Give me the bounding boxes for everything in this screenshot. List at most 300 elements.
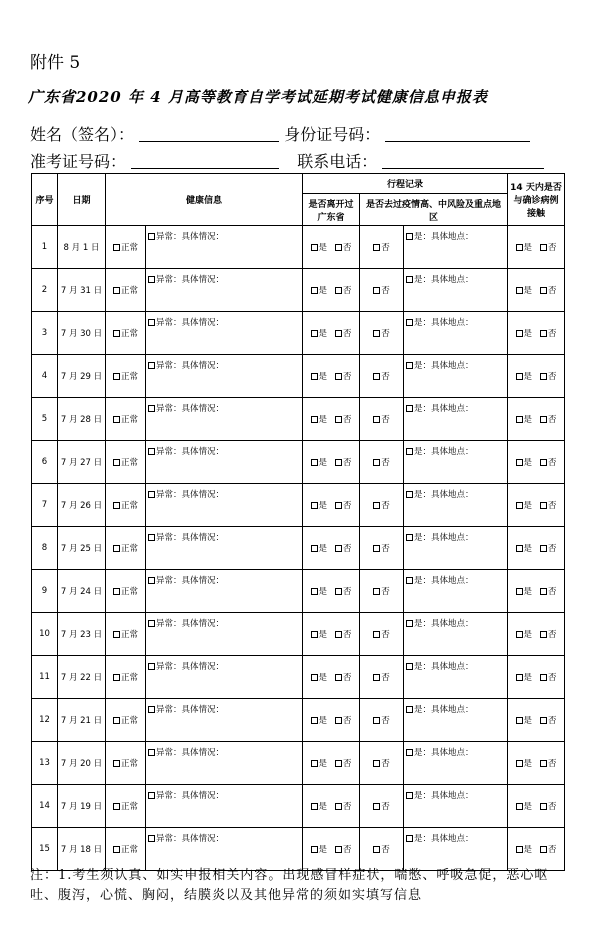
cell-left-gd[interactable]	[303, 355, 360, 398]
option-left-gd-yes: 是	[318, 458, 328, 468]
option-contact14-yes: 是	[523, 372, 533, 382]
checkbox-abnormal[interactable]	[148, 749, 155, 756]
row-seq: 3	[32, 312, 58, 355]
row-seq: 5	[32, 398, 58, 441]
option-abnormal: 异常：具体情况：	[156, 275, 225, 285]
row-date: 7 月 28 日	[58, 398, 106, 441]
option-abnormal: 异常：具体情况：	[156, 705, 225, 715]
option-left-gd-yes: 是	[318, 759, 328, 769]
table-row	[32, 226, 565, 269]
checkbox-left-gd-no[interactable]	[335, 803, 342, 810]
checkbox-abnormal[interactable]	[148, 835, 155, 842]
cell-contact14[interactable]	[508, 312, 565, 355]
cell-epidemic-place[interactable]	[404, 656, 508, 699]
option-epidemic-yes: 是：具体地点：	[414, 834, 474, 844]
table-row	[32, 312, 565, 355]
checkbox-epidemic-no[interactable]	[373, 330, 380, 337]
option-epidemic-yes: 是：具体地点：	[414, 791, 474, 801]
cell-normal[interactable]	[106, 484, 146, 527]
checkbox-left-gd-no[interactable]	[335, 330, 342, 337]
checkbox-left-gd-yes[interactable]	[311, 287, 318, 294]
row-seq: 13	[32, 742, 58, 785]
checkbox-left-gd-yes[interactable]	[311, 459, 318, 466]
checkbox-contact14-no[interactable]	[540, 803, 547, 810]
option-epidemic-no: 否	[381, 630, 390, 640]
option-left-gd-no: 否	[343, 802, 352, 812]
checkbox-contact14-no[interactable]	[540, 631, 547, 638]
option-normal: 正常	[120, 802, 138, 812]
cell-left-gd[interactable]	[303, 527, 360, 570]
option-left-gd-yes: 是	[318, 372, 328, 382]
row-date: 7 月 30 日	[58, 312, 106, 355]
row-seq: 1	[32, 226, 58, 269]
cell-normal[interactable]	[106, 312, 146, 355]
option-left-gd-no: 否	[343, 673, 352, 683]
checkbox-normal[interactable]	[113, 760, 120, 767]
checkbox-contact14-no[interactable]	[540, 846, 547, 853]
checkbox-epidemic-no[interactable]	[373, 545, 380, 552]
row-seq: 8	[32, 527, 58, 570]
cell-contact14[interactable]	[508, 398, 565, 441]
cell-normal[interactable]	[106, 441, 146, 484]
option-contact14-yes: 是	[523, 415, 533, 425]
cell-abnormal[interactable]	[146, 785, 303, 828]
cell-epidemic-no[interactable]	[360, 398, 404, 441]
checkbox-normal[interactable]	[113, 717, 120, 724]
cell-epidemic-place[interactable]	[404, 785, 508, 828]
checkbox-contact14-no[interactable]	[540, 502, 547, 509]
option-contact14-no: 否	[548, 458, 557, 468]
option-epidemic-yes: 是：具体地点：	[414, 404, 474, 414]
checkbox-normal[interactable]	[113, 803, 120, 810]
cell-epidemic-place[interactable]	[404, 484, 508, 527]
checkbox-epidemic-yes[interactable]	[406, 534, 413, 541]
cell-normal[interactable]	[106, 226, 146, 269]
cell-contact14[interactable]	[508, 355, 565, 398]
checkbox-left-gd-yes[interactable]	[311, 846, 318, 853]
checkbox-contact14-yes[interactable]	[516, 373, 523, 380]
checkbox-epidemic-yes[interactable]	[406, 448, 413, 455]
cell-left-gd[interactable]	[303, 656, 360, 699]
cell-epidemic-no[interactable]	[360, 355, 404, 398]
option-epidemic-no: 否	[381, 759, 390, 769]
checkbox-epidemic-yes[interactable]	[406, 706, 413, 713]
option-epidemic-no: 否	[381, 286, 390, 296]
option-epidemic-no: 否	[381, 415, 390, 425]
option-epidemic-yes: 是：具体地点：	[414, 748, 474, 758]
cell-abnormal[interactable]	[146, 355, 303, 398]
checkbox-contact14-yes[interactable]	[516, 287, 523, 294]
cell-left-gd[interactable]	[303, 570, 360, 613]
cell-normal[interactable]	[106, 398, 146, 441]
checkbox-abnormal[interactable]	[148, 663, 155, 670]
checkbox-left-gd-yes[interactable]	[311, 416, 318, 423]
cell-left-gd[interactable]	[303, 613, 360, 656]
checkbox-left-gd-no[interactable]	[335, 287, 342, 294]
checkbox-abnormal[interactable]	[148, 319, 155, 326]
checkbox-abnormal[interactable]	[148, 620, 155, 627]
checkbox-contact14-yes[interactable]	[516, 588, 523, 595]
checkbox-left-gd-yes[interactable]	[311, 760, 318, 767]
row-seq: 6	[32, 441, 58, 484]
cell-normal[interactable]	[106, 269, 146, 312]
checkbox-epidemic-no[interactable]	[373, 287, 380, 294]
checkbox-abnormal[interactable]	[148, 405, 155, 412]
cell-left-gd[interactable]	[303, 699, 360, 742]
option-abnormal: 异常：具体情况：	[156, 576, 225, 586]
checkbox-left-gd-yes[interactable]	[311, 674, 318, 681]
table-row	[32, 613, 565, 656]
option-contact14-no: 否	[548, 630, 557, 640]
cell-abnormal[interactable]	[146, 699, 303, 742]
option-epidemic-yes: 是：具体地点：	[414, 490, 474, 500]
row-seq: 10	[32, 613, 58, 656]
row-seq: 4	[32, 355, 58, 398]
option-contact14-no: 否	[548, 415, 557, 425]
checkbox-left-gd-no[interactable]	[335, 717, 342, 724]
checkbox-left-gd-no[interactable]	[335, 588, 342, 595]
checkbox-left-gd-yes[interactable]	[311, 545, 318, 552]
name-label: 姓名（签名）：	[30, 125, 135, 144]
checkbox-contact14-no[interactable]	[540, 717, 547, 724]
cell-left-gd[interactable]	[303, 785, 360, 828]
option-contact14-yes: 是	[523, 329, 533, 339]
cell-abnormal[interactable]	[146, 742, 303, 785]
cell-abnormal[interactable]	[146, 269, 303, 312]
cell-epidemic-no[interactable]	[360, 570, 404, 613]
cell-epidemic-place[interactable]	[404, 355, 508, 398]
cell-epidemic-place[interactable]	[404, 742, 508, 785]
cell-normal[interactable]	[106, 828, 146, 871]
checkbox-normal[interactable]	[113, 287, 120, 294]
checkbox-left-gd-yes[interactable]	[311, 244, 318, 251]
checkbox-left-gd-yes[interactable]	[311, 502, 318, 509]
option-epidemic-yes: 是：具体地点：	[414, 576, 474, 586]
checkbox-left-gd-no[interactable]	[335, 631, 342, 638]
checkbox-abnormal[interactable]	[148, 534, 155, 541]
option-left-gd-no: 否	[343, 415, 352, 425]
checkbox-normal[interactable]	[113, 846, 120, 853]
cell-abnormal[interactable]	[146, 398, 303, 441]
checkbox-abnormal[interactable]	[148, 706, 155, 713]
cell-epidemic-no[interactable]	[360, 484, 404, 527]
checkbox-left-gd-yes[interactable]	[311, 631, 318, 638]
checkbox-epidemic-no[interactable]	[373, 717, 380, 724]
header-seq: 序号	[32, 174, 58, 226]
cell-normal[interactable]	[106, 527, 146, 570]
option-normal: 正常	[120, 544, 138, 554]
cell-epidemic-no[interactable]	[360, 312, 404, 355]
checkbox-epidemic-yes[interactable]	[406, 792, 413, 799]
checkbox-left-gd-yes[interactable]	[311, 588, 318, 595]
checkbox-left-gd-no[interactable]	[335, 459, 342, 466]
checkbox-normal[interactable]	[113, 244, 120, 251]
option-abnormal: 异常：具体情况：	[156, 619, 225, 629]
checkbox-normal[interactable]	[113, 459, 120, 466]
cell-contact14[interactable]	[508, 742, 565, 785]
row-seq: 2	[32, 269, 58, 312]
row-date: 7 月 26 日	[58, 484, 106, 527]
cell-normal[interactable]	[106, 613, 146, 656]
option-left-gd-yes: 是	[318, 845, 328, 855]
header-date: 日期	[58, 174, 106, 226]
cell-left-gd[interactable]	[303, 828, 360, 871]
cell-left-gd[interactable]	[303, 441, 360, 484]
option-contact14-no: 否	[548, 587, 557, 597]
cell-epidemic-place[interactable]	[404, 226, 508, 269]
ticket-blank[interactable]	[131, 152, 279, 169]
ticket-phone-row	[30, 149, 544, 172]
table-row	[32, 785, 565, 828]
checkbox-epidemic-yes[interactable]	[406, 405, 413, 412]
checkbox-left-gd-yes[interactable]	[311, 330, 318, 337]
cell-abnormal[interactable]	[146, 527, 303, 570]
cell-epidemic-place[interactable]	[404, 828, 508, 871]
checkbox-contact14-no[interactable]	[540, 330, 547, 337]
cell-epidemic-no[interactable]	[360, 699, 404, 742]
option-epidemic-yes: 是：具体地点：	[414, 662, 474, 672]
cell-contact14[interactable]	[508, 785, 565, 828]
checkbox-epidemic-yes[interactable]	[406, 577, 413, 584]
cell-epidemic-place[interactable]	[404, 613, 508, 656]
checkbox-normal[interactable]	[113, 502, 120, 509]
cell-epidemic-no[interactable]	[360, 828, 404, 871]
checkbox-left-gd-no[interactable]	[335, 760, 342, 767]
option-normal: 正常	[120, 587, 138, 597]
option-normal: 正常	[120, 501, 138, 511]
checkbox-abnormal[interactable]	[148, 233, 155, 240]
option-left-gd-no: 否	[343, 716, 352, 726]
name-blank[interactable]	[139, 125, 279, 142]
checkbox-left-gd-no[interactable]	[335, 373, 342, 380]
checkbox-left-gd-no[interactable]	[335, 846, 342, 853]
cell-contact14[interactable]	[508, 269, 565, 312]
cell-epidemic-no[interactable]	[360, 441, 404, 484]
checkbox-left-gd-no[interactable]	[335, 674, 342, 681]
checkbox-left-gd-no[interactable]	[335, 416, 342, 423]
cell-left-gd[interactable]	[303, 742, 360, 785]
checkbox-left-gd-yes[interactable]	[311, 717, 318, 724]
checkbox-epidemic-no[interactable]	[373, 588, 380, 595]
cell-left-gd[interactable]	[303, 226, 360, 269]
option-abnormal: 异常：具体情况：	[156, 361, 225, 371]
option-normal: 正常	[120, 458, 138, 468]
checkbox-normal[interactable]	[113, 674, 120, 681]
checkbox-contact14-yes[interactable]	[516, 631, 523, 638]
cell-abnormal[interactable]	[146, 613, 303, 656]
header-epidemic: 是否去过疫情高、中风险及重点地区	[360, 194, 508, 226]
cell-left-gd[interactable]	[303, 269, 360, 312]
cell-contact14[interactable]	[508, 828, 565, 871]
cell-epidemic-no[interactable]	[360, 785, 404, 828]
checkbox-abnormal[interactable]	[148, 491, 155, 498]
option-epidemic-yes: 是：具体地点：	[414, 232, 474, 242]
cell-abnormal[interactable]	[146, 484, 303, 527]
option-left-gd-no: 否	[343, 501, 352, 511]
option-contact14-yes: 是	[523, 243, 533, 253]
option-contact14-yes: 是	[523, 286, 533, 296]
cell-epidemic-place[interactable]	[404, 441, 508, 484]
cell-epidemic-place[interactable]	[404, 312, 508, 355]
checkbox-contact14-no[interactable]	[540, 416, 547, 423]
cell-epidemic-no[interactable]	[360, 613, 404, 656]
option-epidemic-no: 否	[381, 329, 390, 339]
checkbox-epidemic-no[interactable]	[373, 760, 380, 767]
checkbox-normal[interactable]	[113, 416, 120, 423]
checkbox-abnormal[interactable]	[148, 792, 155, 799]
row-date: 7 月 29 日	[58, 355, 106, 398]
checkbox-epidemic-yes[interactable]	[406, 362, 413, 369]
cell-normal[interactable]	[106, 570, 146, 613]
option-abnormal: 异常：具体情况：	[156, 834, 225, 844]
checkbox-epidemic-yes[interactable]	[406, 233, 413, 240]
cell-epidemic-no[interactable]	[360, 226, 404, 269]
checkbox-normal[interactable]	[113, 330, 120, 337]
cell-abnormal[interactable]	[146, 441, 303, 484]
checkbox-epidemic-no[interactable]	[373, 244, 380, 251]
cell-abnormal[interactable]	[146, 656, 303, 699]
row-date: 7 月 18 日	[58, 828, 106, 871]
table-row	[32, 527, 565, 570]
checkbox-epidemic-no[interactable]	[373, 459, 380, 466]
option-contact14-no: 否	[548, 329, 557, 339]
checkbox-contact14-no[interactable]	[540, 760, 547, 767]
checkbox-abnormal[interactable]	[148, 577, 155, 584]
option-left-gd-no: 否	[343, 759, 352, 769]
phone-blank[interactable]	[382, 152, 544, 169]
checkbox-epidemic-yes[interactable]	[406, 319, 413, 326]
checkbox-contact14-no[interactable]	[540, 373, 547, 380]
checkbox-left-gd-yes[interactable]	[311, 373, 318, 380]
checkbox-epidemic-no[interactable]	[373, 674, 380, 681]
checkbox-abnormal[interactable]	[148, 276, 155, 283]
cell-epidemic-no[interactable]	[360, 527, 404, 570]
cell-epidemic-no[interactable]	[360, 656, 404, 699]
checkbox-abnormal[interactable]	[148, 362, 155, 369]
cell-abnormal[interactable]	[146, 312, 303, 355]
checkbox-epidemic-yes[interactable]	[406, 749, 413, 756]
cell-abnormal[interactable]	[146, 226, 303, 269]
checkbox-epidemic-no[interactable]	[373, 631, 380, 638]
checkbox-contact14-yes[interactable]	[516, 459, 523, 466]
checkbox-left-gd-no[interactable]	[335, 502, 342, 509]
option-contact14-yes: 是	[523, 544, 533, 554]
cell-normal[interactable]	[106, 699, 146, 742]
cell-contact14[interactable]	[508, 226, 565, 269]
checkbox-contact14-yes[interactable]	[516, 674, 523, 681]
cell-contact14[interactable]	[508, 570, 565, 613]
table-row	[32, 742, 565, 785]
cell-normal[interactable]	[106, 742, 146, 785]
checkbox-epidemic-yes[interactable]	[406, 835, 413, 842]
cell-epidemic-place[interactable]	[404, 527, 508, 570]
option-left-gd-yes: 是	[318, 544, 328, 554]
cell-left-gd[interactable]	[303, 398, 360, 441]
cell-left-gd[interactable]	[303, 484, 360, 527]
checkbox-epidemic-no[interactable]	[373, 846, 380, 853]
checkbox-contact14-no[interactable]	[540, 287, 547, 294]
checkbox-normal[interactable]	[113, 545, 120, 552]
cell-epidemic-place[interactable]	[404, 269, 508, 312]
cell-epidemic-place[interactable]	[404, 570, 508, 613]
checkbox-contact14-yes[interactable]	[516, 416, 523, 423]
cell-normal[interactable]	[106, 355, 146, 398]
checkbox-contact14-yes[interactable]	[516, 502, 523, 509]
checkbox-normal[interactable]	[113, 373, 120, 380]
checkbox-normal[interactable]	[113, 588, 120, 595]
option-abnormal: 异常：具体情况：	[156, 232, 225, 242]
checkbox-epidemic-no[interactable]	[373, 502, 380, 509]
option-contact14-yes: 是	[523, 673, 533, 683]
checkbox-contact14-yes[interactable]	[516, 717, 523, 724]
phone-label: 联系电话：	[297, 152, 378, 171]
id-blank[interactable]	[385, 125, 530, 142]
checkbox-contact14-yes[interactable]	[516, 803, 523, 810]
checkbox-left-gd-no[interactable]	[335, 244, 342, 251]
checkbox-epidemic-no[interactable]	[373, 416, 380, 423]
option-epidemic-yes: 是：具体地点：	[414, 447, 474, 457]
checkbox-contact14-yes[interactable]	[516, 545, 523, 552]
checkbox-epidemic-no[interactable]	[373, 373, 380, 380]
cell-contact14[interactable]	[508, 484, 565, 527]
cell-contact14[interactable]	[508, 527, 565, 570]
cell-contact14[interactable]	[508, 656, 565, 699]
checkbox-contact14-yes[interactable]	[516, 846, 523, 853]
row-seq: 11	[32, 656, 58, 699]
cell-epidemic-no[interactable]	[360, 742, 404, 785]
option-epidemic-no: 否	[381, 372, 390, 382]
checkbox-epidemic-yes[interactable]	[406, 663, 413, 670]
checkbox-contact14-no[interactable]	[540, 588, 547, 595]
option-contact14-no: 否	[548, 759, 557, 769]
cell-epidemic-place[interactable]	[404, 398, 508, 441]
checkbox-epidemic-no[interactable]	[373, 803, 380, 810]
checkbox-contact14-no[interactable]	[540, 459, 547, 466]
option-left-gd-yes: 是	[318, 802, 328, 812]
cell-left-gd[interactable]	[303, 312, 360, 355]
option-epidemic-yes: 是：具体地点：	[414, 705, 474, 715]
checkbox-contact14-no[interactable]	[540, 674, 547, 681]
checkbox-contact14-no[interactable]	[540, 545, 547, 552]
checkbox-contact14-yes[interactable]	[516, 760, 523, 767]
checkbox-epidemic-yes[interactable]	[406, 620, 413, 627]
cell-normal[interactable]	[106, 785, 146, 828]
table-row	[32, 828, 565, 871]
cell-epidemic-no[interactable]	[360, 269, 404, 312]
checkbox-left-gd-yes[interactable]	[311, 803, 318, 810]
option-normal: 正常	[120, 630, 138, 640]
checkbox-contact14-yes[interactable]	[516, 244, 523, 251]
cell-abnormal[interactable]	[146, 828, 303, 871]
option-left-gd-yes: 是	[318, 716, 328, 726]
cell-contact14[interactable]	[508, 613, 565, 656]
checkbox-left-gd-no[interactable]	[335, 545, 342, 552]
cell-epidemic-place[interactable]	[404, 699, 508, 742]
option-contact14-yes: 是	[523, 759, 533, 769]
checkbox-normal[interactable]	[113, 631, 120, 638]
option-epidemic-no: 否	[381, 501, 390, 511]
cell-contact14[interactable]	[508, 441, 565, 484]
cell-contact14[interactable]	[508, 699, 565, 742]
checkbox-contact14-no[interactable]	[540, 244, 547, 251]
cell-normal[interactable]	[106, 656, 146, 699]
cell-abnormal[interactable]	[146, 570, 303, 613]
checkbox-epidemic-yes[interactable]	[406, 491, 413, 498]
row-date: 7 月 20 日	[58, 742, 106, 785]
checkbox-contact14-yes[interactable]	[516, 330, 523, 337]
checkbox-epidemic-yes[interactable]	[406, 276, 413, 283]
checkbox-abnormal[interactable]	[148, 448, 155, 455]
